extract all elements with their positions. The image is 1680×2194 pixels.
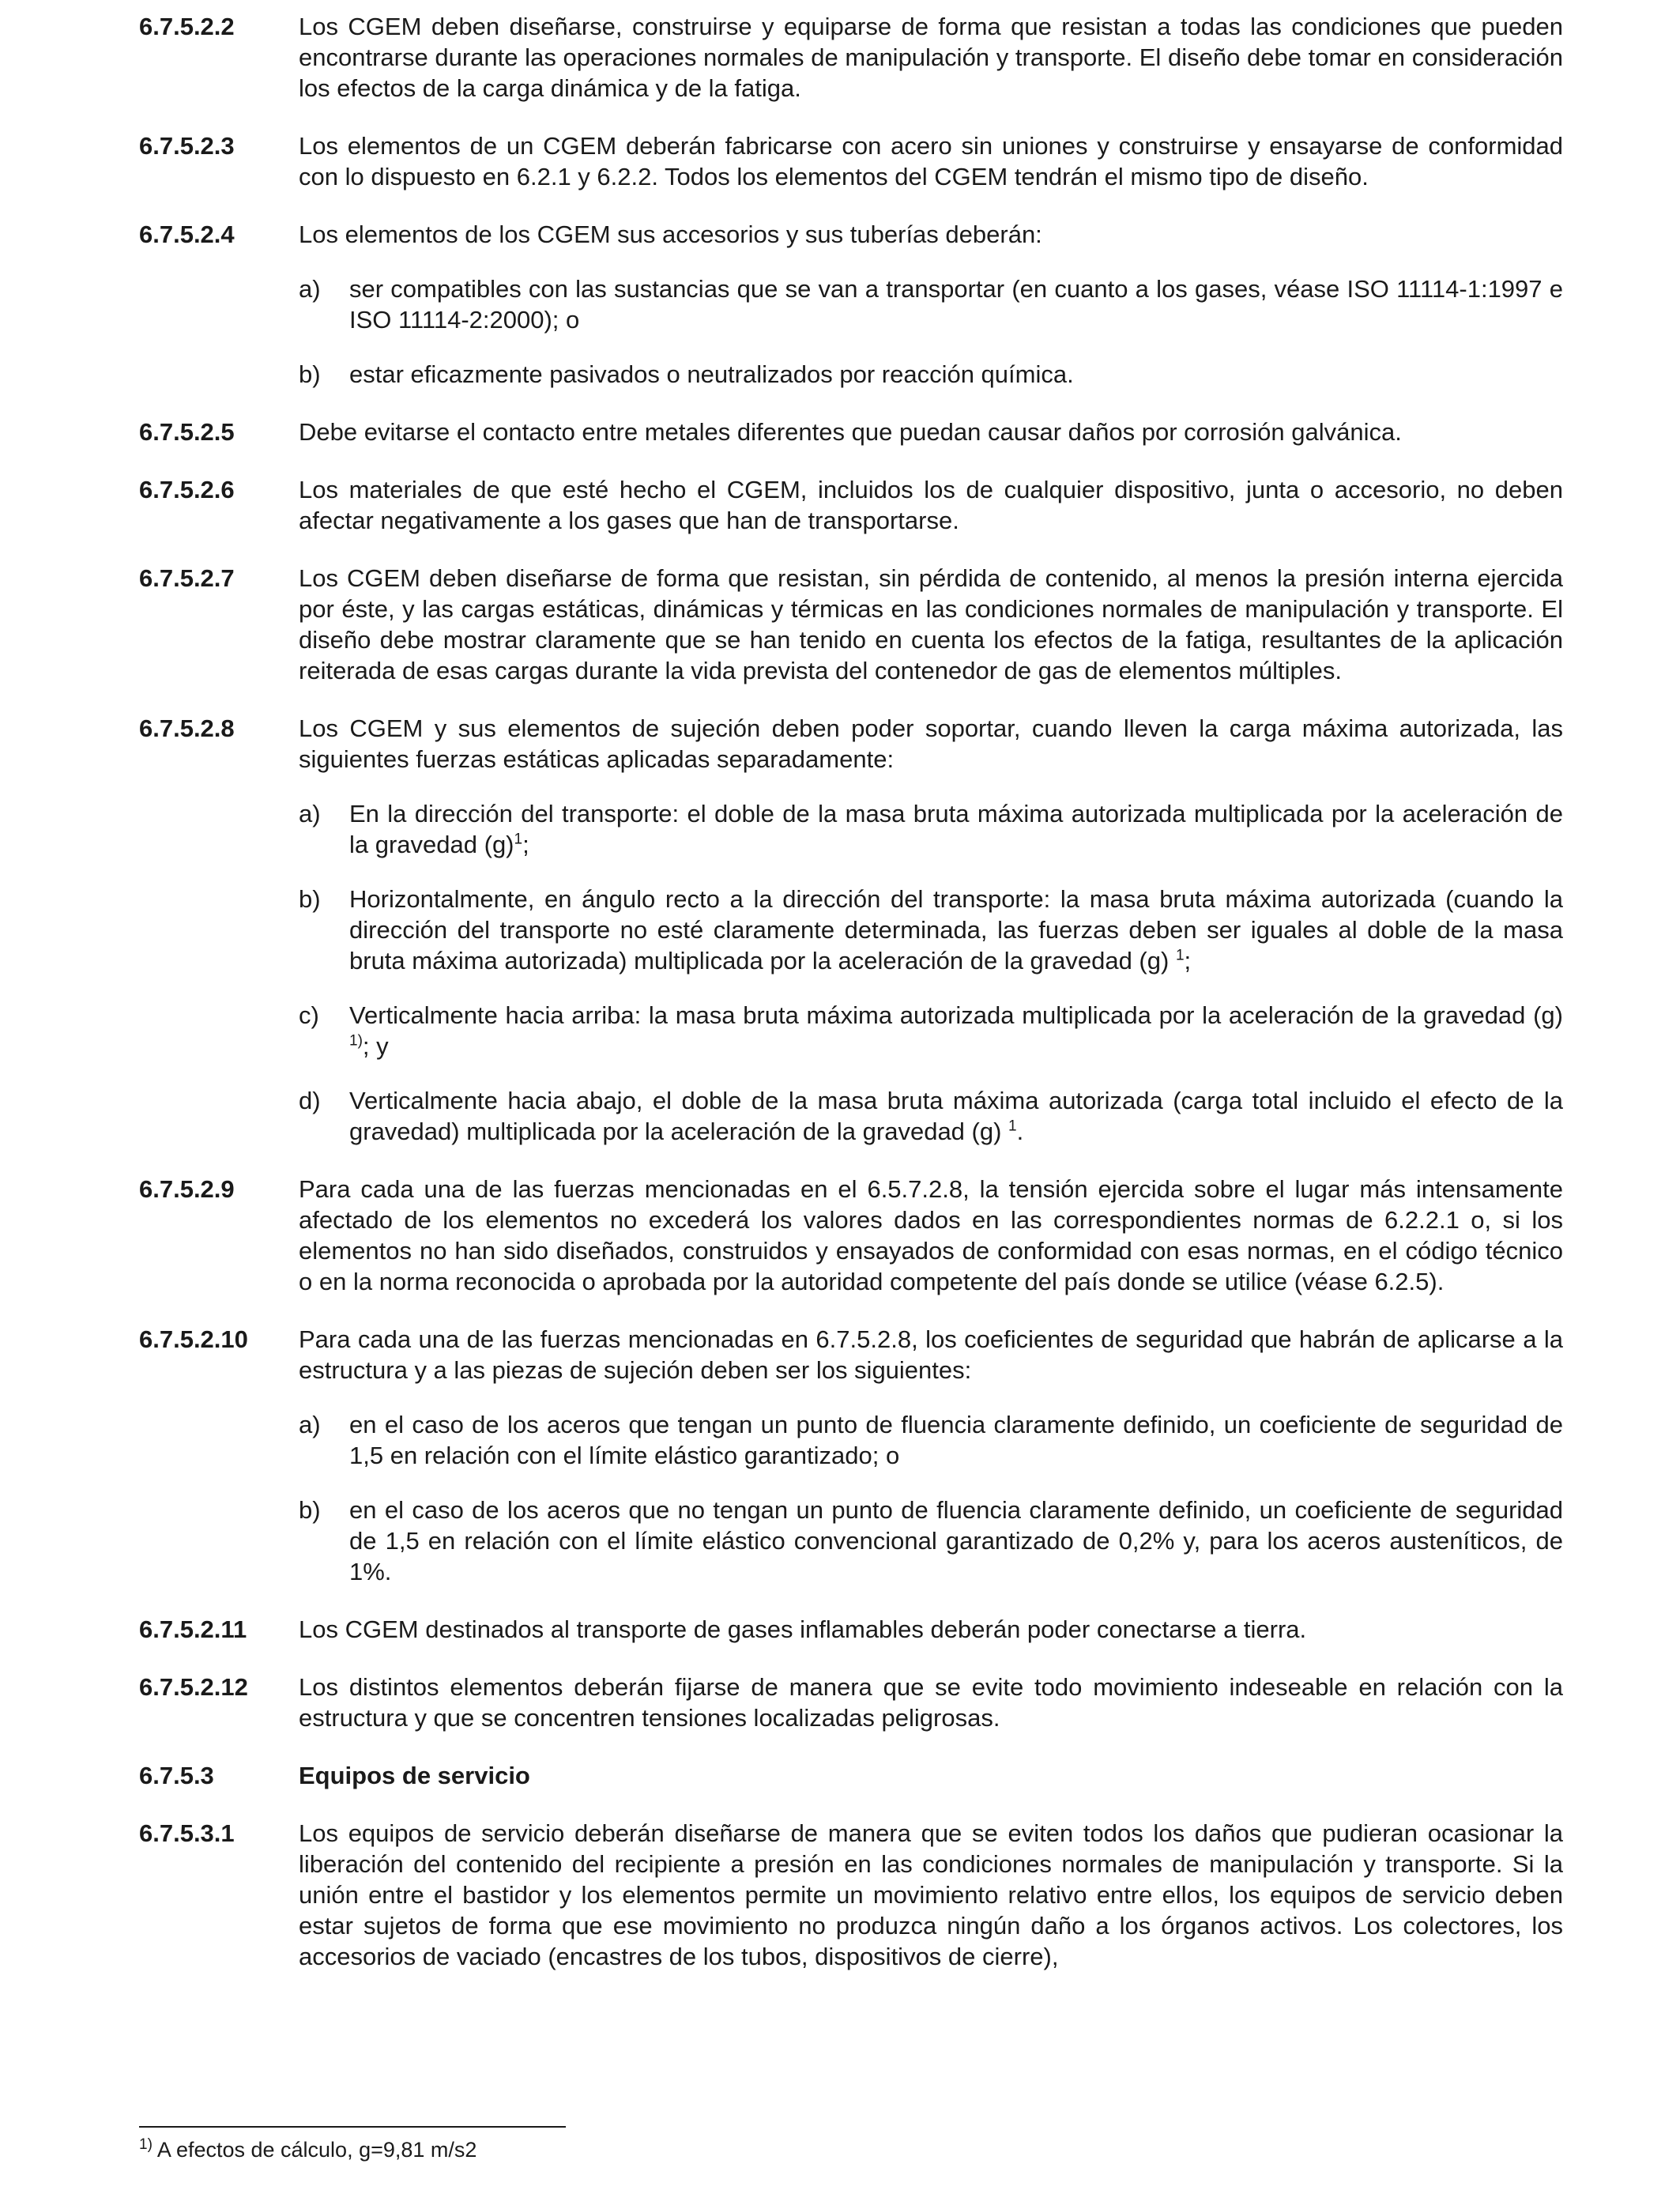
list-item-tail: ; <box>522 831 529 858</box>
section-heading: Equipos de servicio <box>299 1762 530 1789</box>
section-heading-6-7-5-3 <box>139 1760 1563 1791</box>
section-6-7-5-3-1 <box>139 1818 1563 1972</box>
footnote-reference: 1 <box>1008 1118 1017 1135</box>
list-item-text: estar eficazmente pasivados o neutralizados por reacción química. <box>349 360 1074 388</box>
section-number: 6.7.5.2.12 <box>139 1673 248 1701</box>
section-text: Debe evitarse el contacto entre metales diferentes que puedan causar daños por corrosión galvánica. <box>299 418 1402 446</box>
section-text: Para cada una de las fuerzas mencionadas en el 6.5.7.2.8, la tensión ejercida sobre el lugar más intensamente afectado de los elementos no excederá los valores dados en las correspondientes normas de 6.2.2.1 o, si los elementos no han sido diseñados, construidos y ensayados de conformidad con esas normas, en el código técnico o en la norma reconocida o aprobada por la autoridad competente del país donde se utilice (véase 6.2.5). <box>299 1175 1563 1295</box>
section-6-7-5-2-8 <box>139 713 1563 775</box>
footnote-divider <box>139 2126 566 2128</box>
section-6-7-5-2-3 <box>139 130 1563 192</box>
section-number: 6.7.5.3 <box>139 1762 214 1789</box>
section-text: Los CGEM deben diseñarse, construirse y equiparse de forma que resistan a todas las condiciones que pueden encontrarse durante las operaciones normales de manipulación y transporte. El diseño debe tomar en consideración los efectos de la carga dinámica y de la fatiga. <box>299 13 1563 102</box>
list-item <box>299 359 1563 390</box>
section-text: Los elementos de un CGEM deberán fabricarse con acero sin uniones y construirse y ensayarse de conformidad con lo dispuesto en 6.2.1 y 6.2.2. Todos los elementos del CGEM tendrán el mismo tipo de diseño. <box>299 132 1563 190</box>
section-6-7-5-2-4 <box>139 219 1563 250</box>
list-item-body: Verticalmente hacia arriba: la masa bruta máxima autorizada multiplicada por la aceleración de la gravedad (g) <box>349 1001 1563 1029</box>
section-text: Los distintos elementos deberán fijarse de manera que se evite todo movimiento indeseable en relación con la estructura y que se concentren tensiones localizadas peligrosas. <box>299 1673 1563 1732</box>
footnote-reference: 1 <box>514 831 523 848</box>
list-item-text <box>349 798 1563 860</box>
list-item-label: d) <box>299 1087 321 1114</box>
section-6-7-5-2-7 <box>139 563 1563 686</box>
list-item <box>299 884 1563 976</box>
list-item <box>299 798 1563 860</box>
list-item-tail: ; y <box>362 1032 389 1060</box>
footnote-mark: 1) <box>139 2136 153 2153</box>
section-number: 6.7.5.2.10 <box>139 1325 248 1353</box>
list-item-text: ser compatibles con las sustancias que se van a transportar (en cuanto a los gases, véase ISO 11114-1:1997 e ISO 11114-2:2000); o <box>349 275 1563 334</box>
section-text: Los CGEM destinados al transporte de gases inflamables deberán poder conectarse a tierra. <box>299 1615 1307 1643</box>
list-item-label: a) <box>299 1411 321 1438</box>
section-number: 6.7.5.2.4 <box>139 221 235 248</box>
list-item-label: b) <box>299 360 321 388</box>
list-item <box>299 1000 1563 1061</box>
list-item-text <box>349 884 1563 976</box>
list-item <box>299 1409 1563 1471</box>
list-item-text <box>349 1085 1563 1147</box>
section-6-7-5-2-5 <box>139 417 1563 447</box>
section-6-7-5-2-2 <box>139 11 1563 104</box>
section-number: 6.7.5.2.8 <box>139 714 235 742</box>
list-item-text: en el caso de los aceros que no tengan un punto de fluencia claramente definido, un coeficiente de seguridad de 1,5 en relación con el límite elástico convencional garantizado de 0,2% y, para los aceros austeníticos, de 1%. <box>349 1496 1563 1585</box>
list-item-body: Verticalmente hacia abajo, el doble de la masa bruta máxima autorizada (carga total incluido el efecto de la gravedad) multiplicada por la aceleración de la gravedad (g) <box>349 1087 1563 1145</box>
section-number: 6.7.5.2.5 <box>139 418 235 446</box>
section-text: Los CGEM y sus elementos de sujeción deben poder soportar, cuando lleven la carga máxima autorizada, las siguientes fuerzas estáticas aplicadas separadamente: <box>299 714 1563 773</box>
list-item <box>299 1495 1563 1587</box>
footnote <box>139 2136 477 2163</box>
list-item-text <box>349 1000 1563 1061</box>
section-text: Para cada una de las fuerzas mencionadas en 6.7.5.2.8, los coeficientes de seguridad que habrán de aplicarse a la estructura y a las piezas de sujeción deben ser los siguientes: <box>299 1325 1563 1384</box>
list-item-label: c) <box>299 1001 319 1029</box>
list-item <box>299 273 1563 335</box>
list-item-tail: ; <box>1184 947 1192 974</box>
list-item-body: Horizontalmente, en ángulo recto a la dirección del transporte: la masa bruta máxima autorizada (cuando la dirección del transporte no esté claramente determinada, las fuerzas deben ser iguales al doble de la masa bruta máxima autorizada) multiplicada por la aceleración de la gravedad (g) <box>349 885 1563 974</box>
document-body <box>139 11 1563 1999</box>
section-number: 6.7.5.2.3 <box>139 132 235 160</box>
section-6-7-5-2-6 <box>139 474 1563 536</box>
footnote-reference: 1 <box>1175 947 1185 964</box>
section-6-7-5-2-9 <box>139 1174 1563 1297</box>
list-item <box>299 1085 1563 1147</box>
section-number: 6.7.5.2.2 <box>139 13 235 40</box>
footnote-text: A efectos de cálculo, g=9,81 m/s2 <box>152 2138 477 2162</box>
section-6-7-5-2-12 <box>139 1672 1563 1733</box>
list-item-tail: . <box>1016 1118 1024 1145</box>
list-item-label: b) <box>299 1496 321 1524</box>
list-item-text: en el caso de los aceros que tengan un punto de fluencia claramente definido, un coeficiente de seguridad de 1,5 en relación con el límite elástico garantizado; o <box>349 1411 1563 1469</box>
footnote-reference: 1) <box>349 1032 363 1050</box>
section-text: Los CGEM deben diseñarse de forma que resistan, sin pérdida de contenido, al menos la presión interna ejercida por éste, y las cargas estáticas, dinámicas y térmicas en las condiciones normales de manipulación y transporte. El diseño debe mostrar claramente que se han tenido en cuenta los efectos de la fatiga, resultantes de la aplicación reiterada de esas cargas durante la vida prevista del contenedor de gas de elementos múltiples. <box>299 564 1563 684</box>
section-number: 6.7.5.2.11 <box>139 1615 247 1643</box>
section-number: 6.7.5.3.1 <box>139 1819 235 1847</box>
list-item-label: a) <box>299 800 321 827</box>
list-item-label: b) <box>299 885 321 913</box>
section-number: 6.7.5.2.7 <box>139 564 235 592</box>
section-6-7-5-2-10 <box>139 1324 1563 1385</box>
section-text: Los equipos de servicio deberán diseñarse de manera que se eviten todos los daños que pudieran ocasionar la liberación del contenido del recipiente a presión en las condiciones normales de manipulación y transporte. Si la unión entre el bastidor y los elementos permite un movimiento relativo entre ellos, los equipos de servicio deben estar sujetos de forma que ese movimiento no produzca ningún daño a los órganos activos. Los colectores, los accesorios de vaciado (encastres de los tubos, dispositivos de cierre), <box>299 1819 1563 1970</box>
list-item-body: En la dirección del transporte: el doble de la masa bruta máxima autorizada multiplicada por la aceleración de la gravedad (g) <box>349 800 1563 858</box>
section-text: Los elementos de los CGEM sus accesorios y sus tuberías deberán: <box>299 221 1042 248</box>
section-number: 6.7.5.2.9 <box>139 1175 235 1203</box>
section-number: 6.7.5.2.6 <box>139 476 235 503</box>
section-6-7-5-2-11 <box>139 1614 1563 1645</box>
list-item-label: a) <box>299 275 321 303</box>
section-text: Los materiales de que esté hecho el CGEM, incluidos los de cualquier dispositivo, junta o accesorio, no deben afectar negativamente a los gases que han de transportarse. <box>299 476 1563 534</box>
